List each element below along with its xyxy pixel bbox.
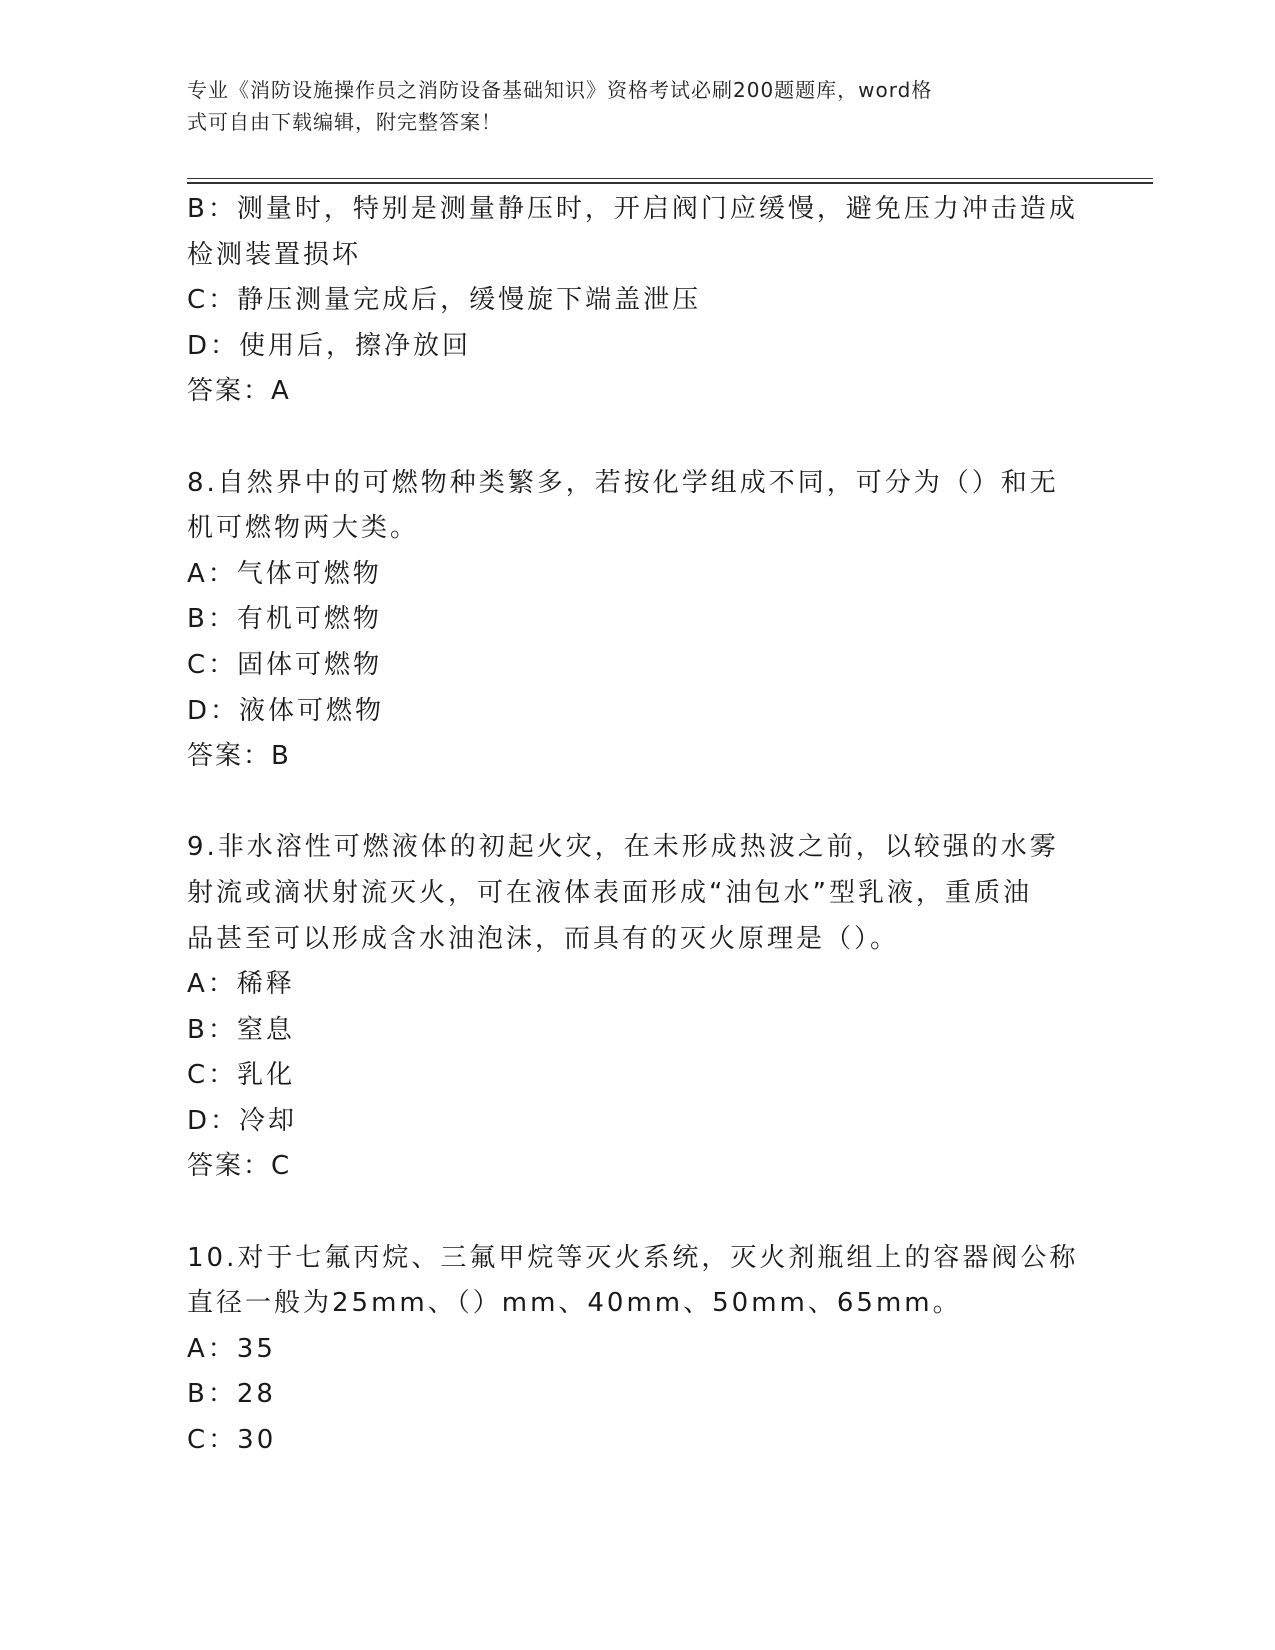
answer-line: 答案：B	[187, 741, 291, 772]
question-stem-line: 9.非水溶性可燃液体的初起火灾，在未形成热波之前，以较强的水雾	[187, 832, 1059, 863]
spacer	[187, 415, 1087, 461]
option-c: C：静压测量完成后，缓慢旋下端盖泄压	[187, 285, 702, 316]
previous-question-block	[187, 187, 1087, 415]
option-a: A：稀释	[187, 969, 295, 1000]
option-d: D：液体可燃物	[187, 695, 385, 726]
option-b: B：窒息	[187, 1014, 295, 1045]
option-b: B：28	[187, 1379, 276, 1410]
question-stem-line: 射流或滴状射流灭火，可在液体表面形成“油包水”型乳液，重质油	[187, 877, 1032, 908]
question-stem-line: 直径一般为25mm、（）mm、40mm、50mm、65mm。	[187, 1288, 962, 1319]
option-b: B：有机可燃物	[187, 604, 382, 635]
option-b-line-2: 检测装置损坏	[187, 239, 362, 270]
question-stem-line: 品甚至可以形成含水油泡沫，而具有的灭火原理是（）。	[187, 923, 900, 954]
header-line-1: 专业《消防设施操作员之消防设备基础知识》资格考试必刷200题题库，word格	[187, 78, 933, 102]
question-stem-line: 8.自然界中的可燃物种类繁多，若按化学组成不同，可分为（）和无	[187, 467, 1059, 498]
question-block-9	[187, 825, 1087, 1190]
option-c: C：30	[187, 1425, 277, 1456]
header-divider-thin	[187, 178, 1153, 179]
option-d: D：冷却	[187, 1105, 298, 1136]
header-line-2: 式可自由下载编辑，附完整答案！	[187, 110, 502, 134]
answer-line: 答案：C	[187, 1151, 292, 1182]
question-stem-line: 机可燃物两大类。	[187, 513, 420, 544]
option-d: D：使用后，擦净放回	[187, 330, 472, 361]
option-b-line-1: B：测量时，特别是测量静压时，开启阀门应缓慢，避免压力冲击造成	[187, 194, 1078, 224]
option-a: A：气体可燃物	[187, 558, 382, 589]
question-block-10	[187, 1236, 1087, 1464]
spacer	[187, 780, 1087, 826]
document-header	[187, 74, 1067, 138]
answer-line: 答案：A	[187, 376, 291, 407]
option-a: A：35	[187, 1333, 276, 1364]
spacer	[187, 1190, 1087, 1236]
question-block-8	[187, 461, 1087, 780]
question-stem-line: 10.对于七氟丙烷、三氟甲烷等灭火系统，灭火剂瓶组上的容器阀公称	[187, 1242, 1079, 1273]
question-content	[187, 187, 1087, 1464]
option-c: C：乳化	[187, 1060, 296, 1091]
option-c: C：固体可燃物	[187, 649, 383, 680]
header-divider-thick	[187, 182, 1153, 184]
